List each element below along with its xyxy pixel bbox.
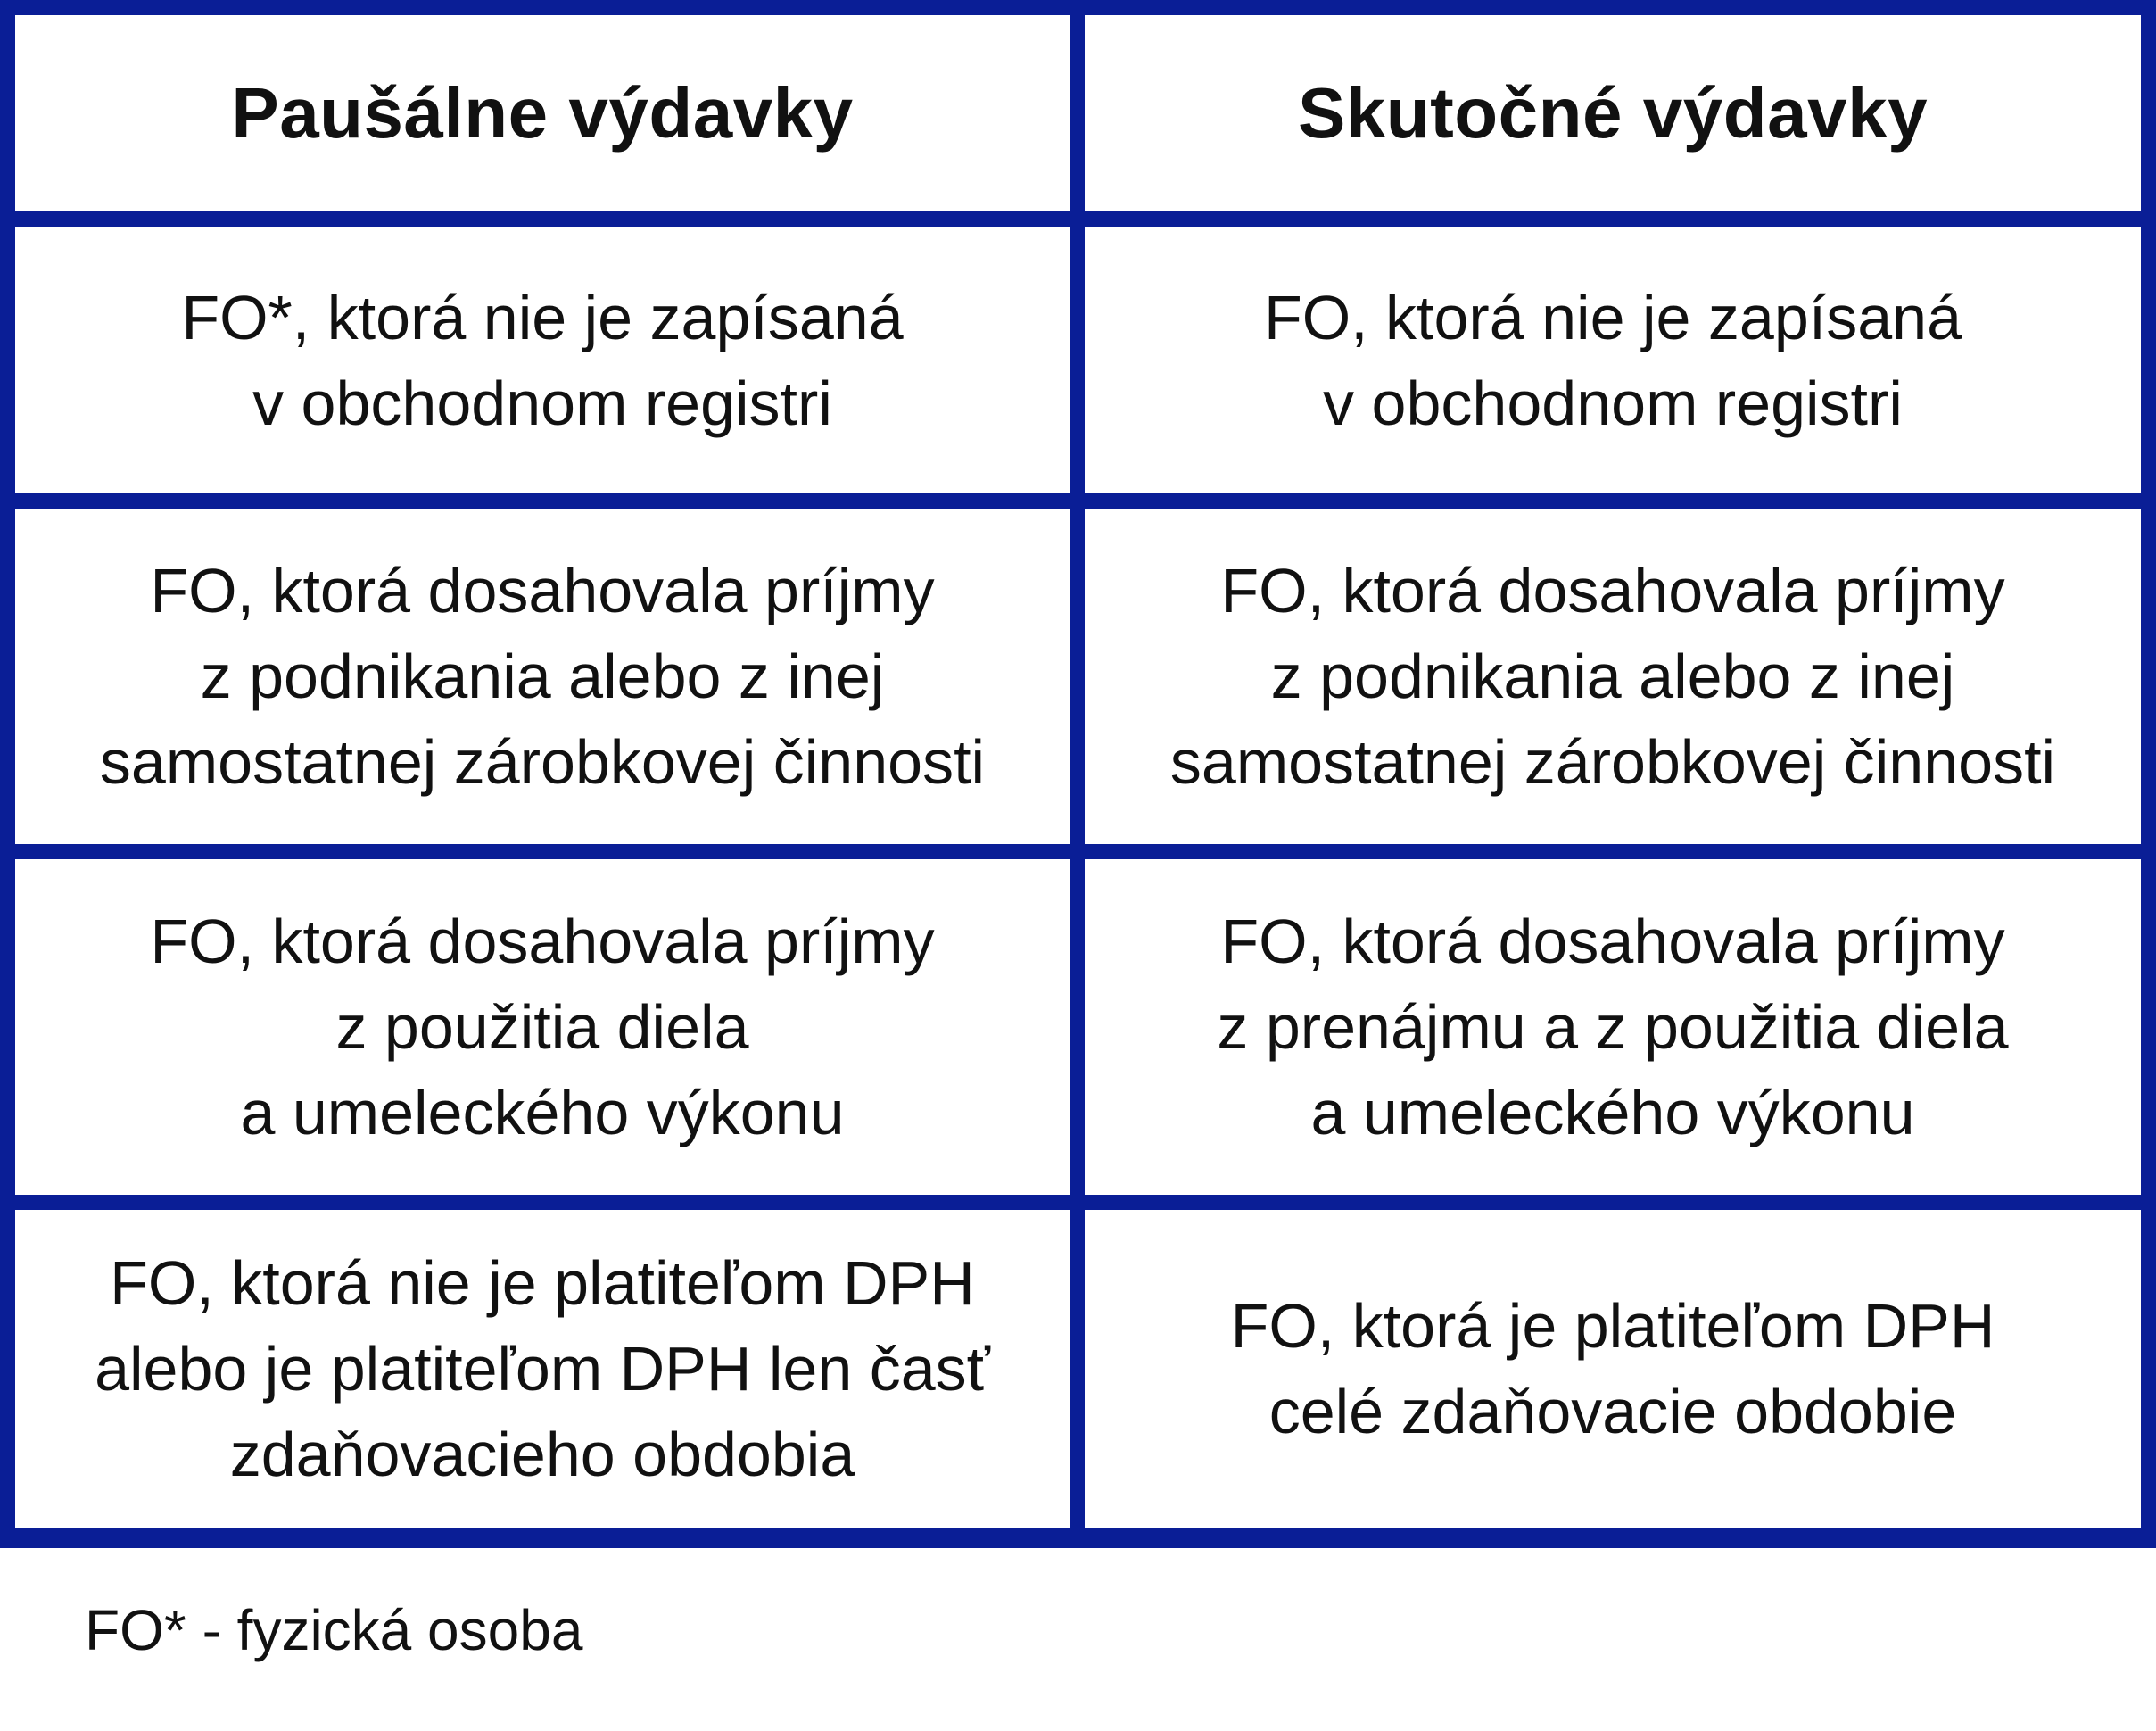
table-cell: FO, ktorá dosahovala príjmy z podnikania alebo z inej samostatnej zárobkovej činnosti: [1085, 509, 2141, 844]
column-header-skutocne: Skutočné výdavky: [1085, 15, 2141, 211]
table-cell: FO, ktorá dosahovala príjmy z prenájmu a z použitia diela a umeleckého výkonu: [1085, 859, 2141, 1195]
table-cell: FO, ktorá dosahovala príjmy z použitia diela a umeleckého výkonu: [15, 859, 1070, 1195]
table-cell: FO, ktorá nie je zapísaná v obchodnom registri: [1085, 227, 2141, 493]
table-cell: FO*, ktorá nie je zapísaná v obchodnom registri: [15, 227, 1070, 493]
footnote: FO* - fyzická osoba: [85, 1598, 583, 1662]
table-cell: FO, ktorá je platiteľom DPH celé zdaňovacie obdobie: [1085, 1210, 2141, 1528]
table-cell: FO, ktorá dosahovala príjmy z podnikania alebo z inej samostatnej zárobkovej činnosti: [15, 509, 1070, 844]
table-cell: FO, ktorá nie je platiteľom DPH alebo je platiteľom DPH len časť zdaňovacieho obdobia: [15, 1210, 1070, 1528]
column-header-pausalne: Paušálne výdavky: [15, 15, 1070, 211]
